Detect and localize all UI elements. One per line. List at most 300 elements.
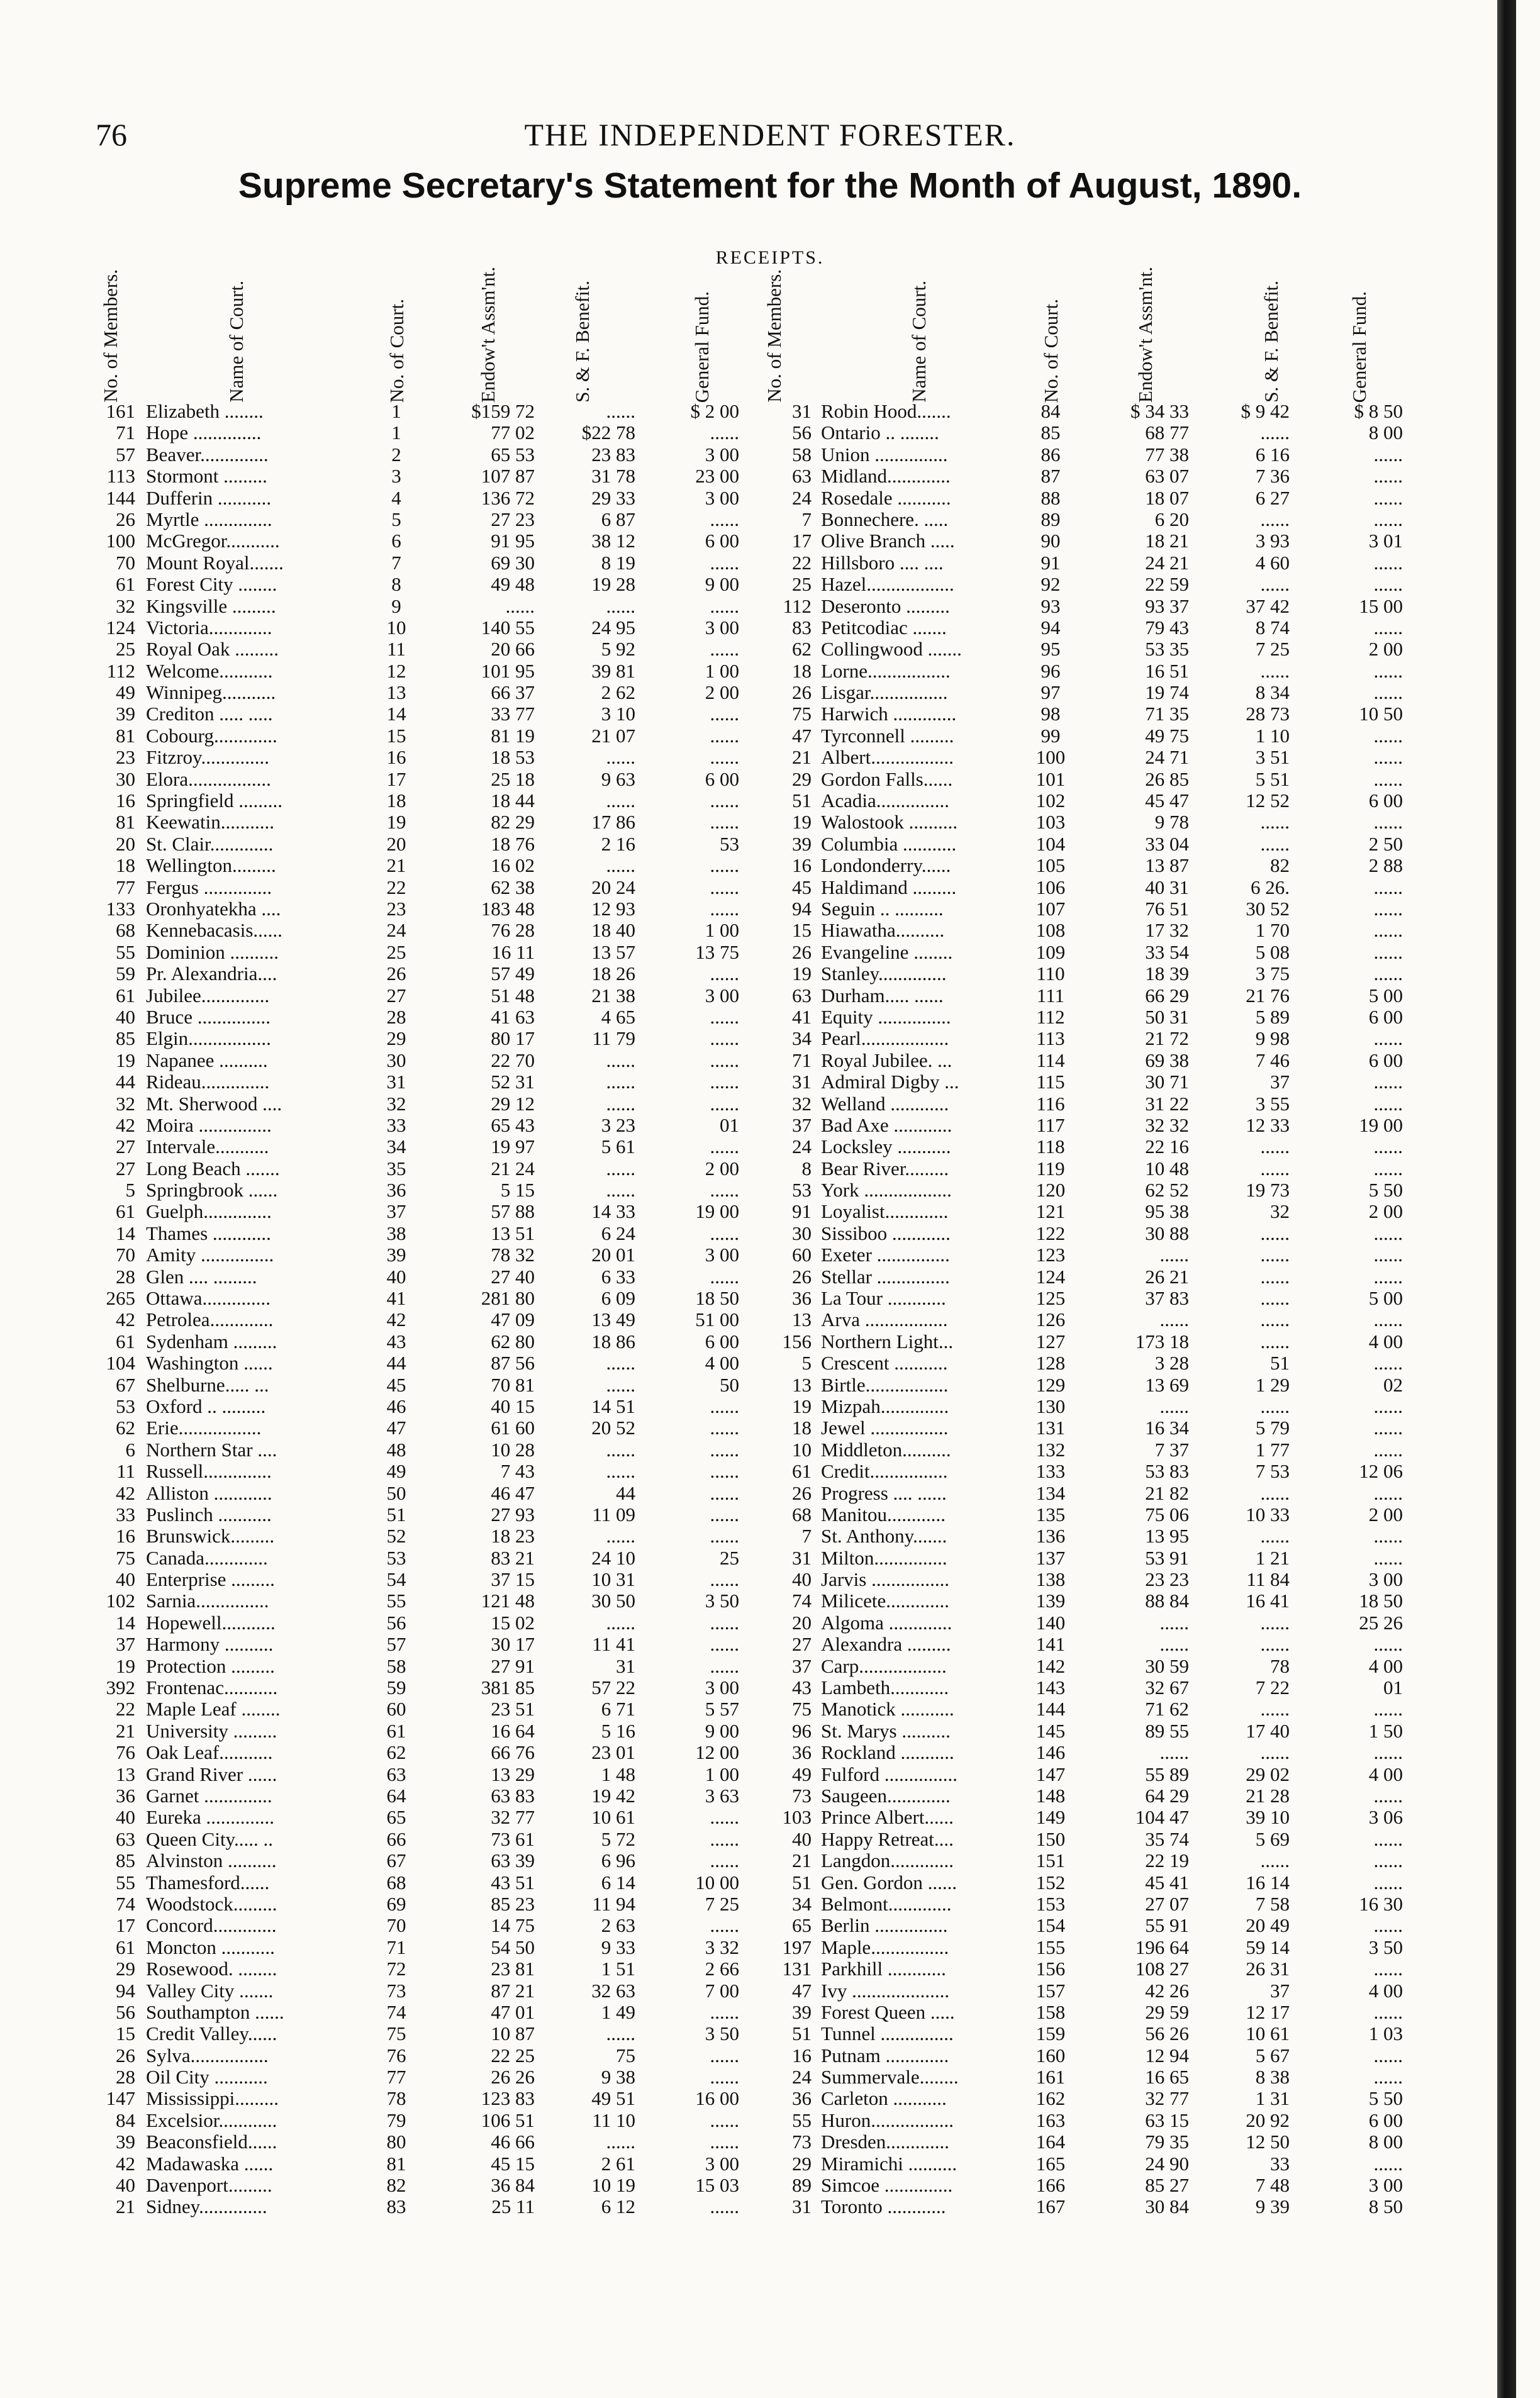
table-row: [0, 790, 1540, 811]
court-no-cell: 69: [386, 1892, 406, 1915]
sf-benefit-cell: 19 73: [1246, 1179, 1290, 1202]
table-row: [0, 2175, 1540, 2196]
endowment-cell: 30 59: [1145, 1654, 1189, 1677]
general-fund-cell: ......: [710, 2044, 739, 2066]
sf-benefit-cell: 39 10: [1246, 1806, 1290, 1829]
endowment-cell: 107 87: [481, 465, 535, 488]
court-no-cell: 159: [1035, 2022, 1066, 2045]
general-fund-cell: 2 66: [705, 1958, 739, 1980]
members-cell: 19: [116, 1654, 135, 1677]
court-name-cell: Forest Queen .....: [821, 2000, 955, 2023]
sf-benefit-cell: 11 09: [592, 1503, 635, 1525]
court-name-cell: Grand River ......: [146, 1763, 277, 1785]
court-name-cell: Thamesford......: [146, 1871, 270, 1893]
sf-benefit-cell: ......: [606, 1525, 635, 1548]
endowment-cell: 15 02: [491, 1611, 535, 1634]
members-cell: 16: [116, 1525, 135, 1548]
court-no-cell: 63: [386, 1763, 406, 1785]
endowment-cell: 66 76: [491, 1741, 535, 1764]
general-fund-cell: ......: [710, 2195, 739, 2218]
general-fund-cell: 2 00: [705, 681, 739, 704]
table-row: [0, 2045, 1540, 2066]
general-fund-cell: 3 50: [705, 2022, 739, 2045]
general-fund-cell: 1 50: [1368, 1719, 1403, 1742]
court-name-cell: Garnet ..............: [146, 1785, 272, 1807]
court-name-cell: Stanley..............: [821, 962, 947, 985]
court-name-cell: Jubilee..............: [146, 984, 270, 1007]
general-fund-cell: ......: [1373, 2066, 1403, 2088]
members-cell: 20: [116, 832, 135, 855]
members-cell: 37: [792, 1113, 812, 1136]
members-cell: 32: [792, 1092, 812, 1115]
court-no-cell: 109: [1035, 940, 1066, 963]
court-name-cell: Hiawatha..........: [821, 919, 945, 942]
endowment-cell: 10 87: [491, 2022, 535, 2045]
court-no-cell: 158: [1035, 2000, 1066, 2023]
members-cell: 47: [792, 1979, 812, 2002]
court-name-cell: Toronto ............: [821, 2195, 946, 2218]
members-cell: 39: [116, 703, 135, 725]
endowment-cell: ......: [1159, 1611, 1189, 1634]
members-cell: 36: [792, 1741, 812, 1764]
members-cell: 21: [792, 1849, 812, 1872]
sf-benefit-cell: 59 14: [1246, 1936, 1290, 1958]
endowment-cell: 87 21: [491, 1979, 535, 2002]
endowment-cell: 21 82: [1145, 1481, 1189, 1504]
general-fund-cell: ......: [1373, 1092, 1403, 1115]
general-fund-cell: ......: [710, 1525, 739, 1548]
court-no-cell: 81: [386, 2152, 406, 2175]
general-fund-cell: 15 03: [695, 2174, 739, 2197]
general-fund-cell: ......: [1373, 1698, 1403, 1720]
col-head-court-name-right: Name of Court.: [907, 281, 930, 403]
court-no-cell: 134: [1035, 1481, 1066, 1504]
court-name-cell: Belmont.............: [821, 1892, 952, 1915]
general-fund-cell: ......: [1373, 1135, 1403, 1158]
sf-benefit-cell: 20 52: [591, 1417, 635, 1439]
court-no-cell: 33: [386, 1113, 406, 1136]
endowment-cell: 27 40: [491, 1265, 535, 1288]
sf-benefit-cell: 10 33: [1246, 1503, 1290, 1525]
sf-benefit-cell: 6 27: [1255, 486, 1290, 509]
court-no-cell: 68: [386, 1871, 406, 1893]
sf-benefit-cell: 21 38: [591, 984, 635, 1007]
endowment-cell: 45 47: [1145, 789, 1189, 812]
table-row: [0, 1396, 1540, 1417]
court-no-cell: 89: [1041, 508, 1061, 530]
court-name-cell: Oil City ...........: [146, 2066, 268, 2088]
general-fund-cell: ......: [1373, 1481, 1403, 1504]
table-row: [0, 1439, 1540, 1461]
table-row: [0, 1525, 1540, 1547]
sf-benefit-cell: 32: [1270, 1200, 1290, 1223]
court-no-cell: 65: [386, 1806, 406, 1829]
court-name-cell: Hopewell...........: [146, 1611, 276, 1634]
general-fund-cell: ......: [710, 1417, 739, 1439]
members-cell: 73: [792, 1785, 812, 1807]
sf-benefit-cell: 28 73: [1246, 703, 1290, 725]
sf-benefit-cell: 3 55: [1255, 1092, 1290, 1115]
members-cell: 147: [106, 2087, 135, 2110]
court-name-cell: Sidney..............: [146, 2195, 267, 2218]
members-cell: 60: [792, 1244, 812, 1266]
general-fund-cell: 2 00: [1368, 1200, 1403, 1223]
endowment-cell: 78 32: [491, 1244, 535, 1266]
general-fund-cell: ......: [1373, 681, 1403, 704]
table-row: [0, 2196, 1540, 2217]
court-name-cell: Tyrconnell .........: [821, 724, 954, 747]
endowment-cell: 18 23: [491, 1525, 535, 1548]
general-fund-cell: 3 50: [705, 1590, 739, 1612]
endowment-cell: ......: [1159, 1244, 1189, 1266]
members-cell: 27: [116, 1157, 135, 1179]
general-fund-cell: ......: [1373, 1525, 1403, 1548]
table-row: [0, 574, 1540, 595]
members-cell: 30: [116, 767, 135, 790]
endowment-cell: 77 38: [1145, 443, 1189, 466]
endowment-cell: 196 64: [1135, 1936, 1189, 1958]
members-cell: 68: [116, 919, 135, 942]
court-name-cell: Enterprise .........: [146, 1568, 275, 1591]
court-no-cell: 58: [386, 1654, 406, 1677]
table-row: [0, 661, 1540, 682]
court-no-cell: 127: [1035, 1330, 1066, 1352]
court-name-cell: Bear River.........: [821, 1157, 949, 1179]
general-fund-cell: ......: [710, 1568, 739, 1591]
sf-benefit-cell: 11 84: [1246, 1568, 1290, 1591]
table-row: [0, 1115, 1540, 1136]
sf-benefit-cell: 5 92: [601, 638, 635, 661]
members-cell: 31: [792, 1546, 812, 1569]
endowment-cell: 89 55: [1145, 1719, 1189, 1742]
court-name-cell: Shelburne..... ...: [146, 1373, 269, 1396]
court-name-cell: Alexandra .........: [821, 1633, 951, 1656]
general-fund-cell: 3 00: [705, 1676, 739, 1699]
table-row: [0, 552, 1540, 574]
court-no-cell: 32: [386, 1092, 406, 1115]
court-name-cell: Carp..................: [821, 1654, 947, 1677]
endowment-cell: 140 55: [481, 616, 535, 639]
members-cell: 77: [116, 876, 135, 898]
sf-benefit-cell: 12 93: [591, 897, 635, 920]
endowment-cell: 75 06: [1145, 1503, 1189, 1525]
court-name-cell: Lambeth............: [821, 1676, 949, 1699]
endowment-cell: 9 78: [1154, 811, 1189, 834]
general-fund-cell: 8 00: [1368, 421, 1403, 444]
court-name-cell: Stormont .........: [146, 465, 267, 488]
general-fund-cell: 25: [720, 1546, 739, 1569]
sf-benefit-cell: 5 08: [1255, 940, 1290, 963]
court-name-cell: Collingwood .......: [821, 638, 962, 661]
table-row: [0, 1244, 1540, 1266]
court-no-cell: 15: [386, 724, 406, 747]
sf-benefit-cell: 19 28: [591, 573, 635, 596]
endowment-cell: 22 25: [491, 2044, 535, 2066]
members-cell: 10: [792, 1438, 812, 1461]
endowment-cell: 85 27: [1145, 2174, 1189, 2197]
court-name-cell: Ivy ....................: [821, 1979, 950, 2002]
court-name-cell: Fulford ...............: [821, 1763, 957, 1785]
court-name-cell: Langdon.............: [821, 1849, 954, 1872]
court-no-cell: 19: [386, 811, 406, 834]
sf-benefit-cell: ......: [1260, 573, 1290, 596]
court-name-cell: Oxford .. .........: [146, 1395, 266, 1417]
endowment-cell: 25 11: [491, 2195, 535, 2218]
members-cell: 56: [792, 421, 812, 444]
members-cell: 85: [116, 1849, 135, 1872]
endowment-cell: 33 54: [1145, 940, 1189, 963]
sf-benefit-cell: 13 57: [591, 940, 635, 963]
members-cell: 61: [116, 1936, 135, 1958]
endowment-cell: 80 17: [491, 1027, 535, 1050]
court-name-cell: Eureka ..............: [146, 1806, 275, 1829]
sf-benefit-cell: ......: [1260, 659, 1290, 682]
sf-benefit-cell: 6 12: [601, 2195, 635, 2218]
members-cell: 40: [116, 1806, 135, 1829]
court-name-cell: Sarnia...............: [146, 1590, 269, 1612]
page-number: 76: [96, 117, 127, 152]
court-no-cell: 12: [386, 659, 406, 682]
sf-benefit-cell: 4 65: [601, 1005, 635, 1028]
general-fund-cell: ......: [710, 854, 739, 877]
table-row: [0, 444, 1540, 466]
court-no-cell: 72: [386, 1958, 406, 1980]
endowment-cell: 82 29: [491, 811, 535, 834]
court-name-cell: Springbrook ......: [146, 1179, 278, 1202]
sf-benefit-cell: 1 10: [1255, 724, 1290, 747]
court-no-cell: 150: [1035, 1827, 1066, 1850]
court-no-cell: 71: [386, 1936, 406, 1958]
general-fund-cell: ......: [710, 897, 739, 920]
general-fund-cell: ......: [1373, 1157, 1403, 1179]
general-fund-cell: ......: [710, 638, 739, 661]
court-name-cell: Stellar ...............: [821, 1265, 950, 1288]
court-no-cell: 157: [1035, 1979, 1066, 2002]
members-cell: 42: [116, 2152, 135, 2175]
general-fund-cell: 2 00: [1368, 1503, 1403, 1525]
sf-benefit-cell: 18 40: [591, 919, 635, 942]
court-no-cell: 100: [1035, 746, 1066, 769]
general-fund-cell: ......: [1373, 1871, 1403, 1893]
court-no-cell: 61: [386, 1719, 406, 1742]
court-no-cell: 77: [386, 2066, 406, 2088]
general-fund-cell: ......: [1373, 1222, 1403, 1244]
court-no-cell: 129: [1035, 1373, 1066, 1396]
court-name-cell: Mizpah..............: [821, 1395, 949, 1417]
sf-benefit-cell: 6 33: [601, 1265, 635, 1288]
sf-benefit-cell: 1 49: [601, 2000, 635, 2023]
table-row: [0, 2110, 1540, 2131]
members-cell: 49: [792, 1763, 812, 1785]
table-row: [0, 1352, 1540, 1374]
court-name-cell: Springfield .........: [146, 789, 282, 812]
members-cell: 40: [116, 1005, 135, 1028]
court-no-cell: 51: [386, 1503, 406, 1525]
members-cell: 19: [792, 962, 812, 985]
members-cell: 5: [125, 1179, 135, 1202]
court-no-cell: 49: [386, 1460, 406, 1483]
court-no-cell: 104: [1035, 832, 1066, 855]
general-fund-cell: ......: [710, 1914, 739, 1937]
endowment-cell: 76 51: [1145, 897, 1189, 920]
endowment-cell: 63 15: [1145, 2109, 1189, 2131]
endowment-cell: $159 72: [471, 400, 535, 422]
general-fund-cell: 4 00: [1368, 1654, 1403, 1677]
members-cell: 13: [792, 1308, 812, 1331]
members-cell: 19: [792, 1395, 812, 1417]
general-fund-cell: ......: [710, 1092, 739, 1115]
sf-benefit-cell: 5 61: [601, 1135, 635, 1158]
endowment-cell: 56 26: [1145, 2022, 1189, 2045]
general-fund-cell: ......: [710, 789, 739, 812]
court-no-cell: 102: [1035, 789, 1066, 812]
court-no-cell: 67: [386, 1849, 406, 1872]
general-fund-cell: ......: [1373, 1827, 1403, 1850]
court-name-cell: Concord.............: [146, 1914, 277, 1937]
court-name-cell: Rideau..............: [146, 1071, 270, 1093]
members-cell: 26: [792, 681, 812, 704]
col-head-court-no-left: No. of Court.: [385, 298, 408, 403]
court-name-cell: Bruce ...............: [146, 1005, 271, 1028]
endowment-cell: 22 59: [1145, 573, 1189, 596]
court-no-cell: 30: [386, 1049, 406, 1071]
court-no-cell: 88: [1041, 486, 1061, 509]
members-cell: 21: [116, 2195, 135, 2218]
general-fund-cell: 4 00: [705, 1352, 739, 1375]
endowment-cell: 53 91: [1145, 1546, 1189, 1569]
general-fund-cell: ......: [710, 811, 739, 834]
members-cell: 55: [792, 2109, 812, 2131]
sf-benefit-cell: 3 51: [1255, 746, 1290, 769]
sf-benefit-cell: 1 21: [1255, 1546, 1290, 1569]
court-name-cell: Welcome...........: [146, 659, 273, 682]
general-fund-cell: 25 26: [1359, 1611, 1403, 1634]
members-cell: 100: [106, 530, 135, 552]
court-name-cell: Berlin ...............: [821, 1914, 948, 1937]
general-fund-cell: ......: [1373, 767, 1403, 790]
sf-benefit-cell: 11 10: [592, 2109, 635, 2131]
endowment-cell: 104 47: [1135, 1806, 1189, 1829]
court-name-cell: Tunnel ...............: [821, 2022, 954, 2045]
sf-benefit-cell: 18 86: [591, 1330, 635, 1352]
members-cell: 36: [792, 1287, 812, 1310]
court-name-cell: Bad Axe ............: [821, 1113, 952, 1136]
endowment-cell: 30 84: [1145, 2195, 1189, 2218]
sf-benefit-cell: ......: [1260, 1741, 1290, 1764]
court-no-cell: 29: [386, 1027, 406, 1050]
table-row: [0, 1504, 1540, 1525]
court-name-cell: Middleton..........: [821, 1438, 951, 1461]
endowment-cell: ......: [1159, 1308, 1189, 1331]
members-cell: 112: [783, 594, 812, 617]
sf-benefit-cell: 11 94: [592, 1892, 635, 1915]
table-row: [0, 1937, 1540, 1958]
court-no-cell: 21: [386, 854, 406, 877]
members-cell: 57: [116, 443, 135, 466]
sf-benefit-cell: ......: [1260, 1135, 1290, 1158]
court-name-cell: Acadia...............: [821, 789, 950, 812]
table-row: [0, 2066, 1540, 2088]
court-no-cell: 163: [1035, 2109, 1066, 2131]
sf-benefit-cell: 30 50: [591, 1590, 635, 1612]
court-no-cell: 107: [1035, 897, 1066, 920]
members-cell: 161: [106, 400, 135, 422]
table-row: [0, 1785, 1540, 1807]
general-fund-cell: $ 8 50: [1354, 400, 1403, 422]
members-cell: 61: [116, 1200, 135, 1223]
sf-benefit-cell: 23 01: [591, 1741, 635, 1764]
court-no-cell: 122: [1035, 1222, 1066, 1244]
endowment-cell: 47 01: [491, 2000, 535, 2023]
endowment-cell: $ 34 33: [1130, 400, 1189, 422]
court-no-cell: 146: [1035, 1741, 1066, 1764]
members-cell: 34: [792, 1027, 812, 1050]
court-name-cell: Cobourg.............: [146, 724, 277, 747]
general-fund-cell: 3 00: [1368, 1568, 1403, 1591]
sf-benefit-cell: ......: [606, 1460, 635, 1483]
general-fund-cell: 3 63: [705, 1785, 739, 1807]
members-cell: 33: [116, 1503, 135, 1525]
court-no-cell: 154: [1035, 1914, 1066, 1937]
members-cell: 62: [792, 638, 812, 661]
court-no-cell: 105: [1035, 854, 1066, 877]
court-name-cell: Pearl..................: [821, 1027, 949, 1050]
members-cell: 43: [792, 1676, 812, 1699]
members-cell: 40: [116, 1568, 135, 1591]
court-name-cell: Prince Albert......: [821, 1806, 954, 1829]
general-fund-cell: 02: [1383, 1373, 1403, 1396]
members-cell: 16: [792, 2044, 812, 2066]
endowment-cell: 77 02: [491, 421, 535, 444]
endowment-cell: 53 35: [1145, 638, 1189, 661]
court-name-cell: Southampton ......: [146, 2000, 284, 2023]
members-cell: 13: [116, 1763, 135, 1785]
table-row: [0, 488, 1540, 509]
court-no-cell: 23: [386, 897, 406, 920]
court-no-cell: 66: [386, 1827, 406, 1850]
table-row: [0, 1288, 1540, 1309]
court-name-cell: Happy Retreat....: [821, 1827, 954, 1850]
court-name-cell: Loyalist.............: [821, 1200, 949, 1223]
endowment-cell: 5 15: [500, 1179, 535, 1202]
sf-benefit-cell: 78: [1270, 1654, 1290, 1677]
court-no-cell: 97: [1041, 681, 1061, 704]
members-cell: 63: [792, 465, 812, 488]
endowment-cell: 12 94: [1145, 2044, 1189, 2066]
members-cell: 63: [116, 1827, 135, 1850]
general-fund-cell: 2 50: [1368, 832, 1403, 855]
court-name-cell: Summervale........: [821, 2066, 959, 2088]
sf-benefit-cell: ......: [1260, 1481, 1290, 1504]
table-row: [0, 1179, 1540, 1201]
table-row: [0, 617, 1540, 639]
members-cell: 15: [116, 2022, 135, 2045]
table-row: [0, 509, 1540, 530]
court-no-cell: 6: [391, 530, 401, 552]
general-fund-cell: ......: [710, 724, 739, 747]
court-no-cell: 111: [1036, 984, 1065, 1007]
general-fund-cell: ......: [710, 1005, 739, 1028]
endowment-cell: 61 60: [491, 1417, 535, 1439]
endowment-cell: 57 49: [491, 962, 535, 985]
sf-benefit-cell: 1 29: [1255, 1373, 1290, 1396]
members-cell: 26: [116, 2044, 135, 2066]
members-cell: 14: [116, 1222, 135, 1244]
table-row: [0, 855, 1540, 876]
court-name-cell: Petrolea.............: [146, 1308, 274, 1331]
general-fund-cell: 4 00: [1368, 1763, 1403, 1785]
members-cell: 102: [106, 1590, 135, 1612]
